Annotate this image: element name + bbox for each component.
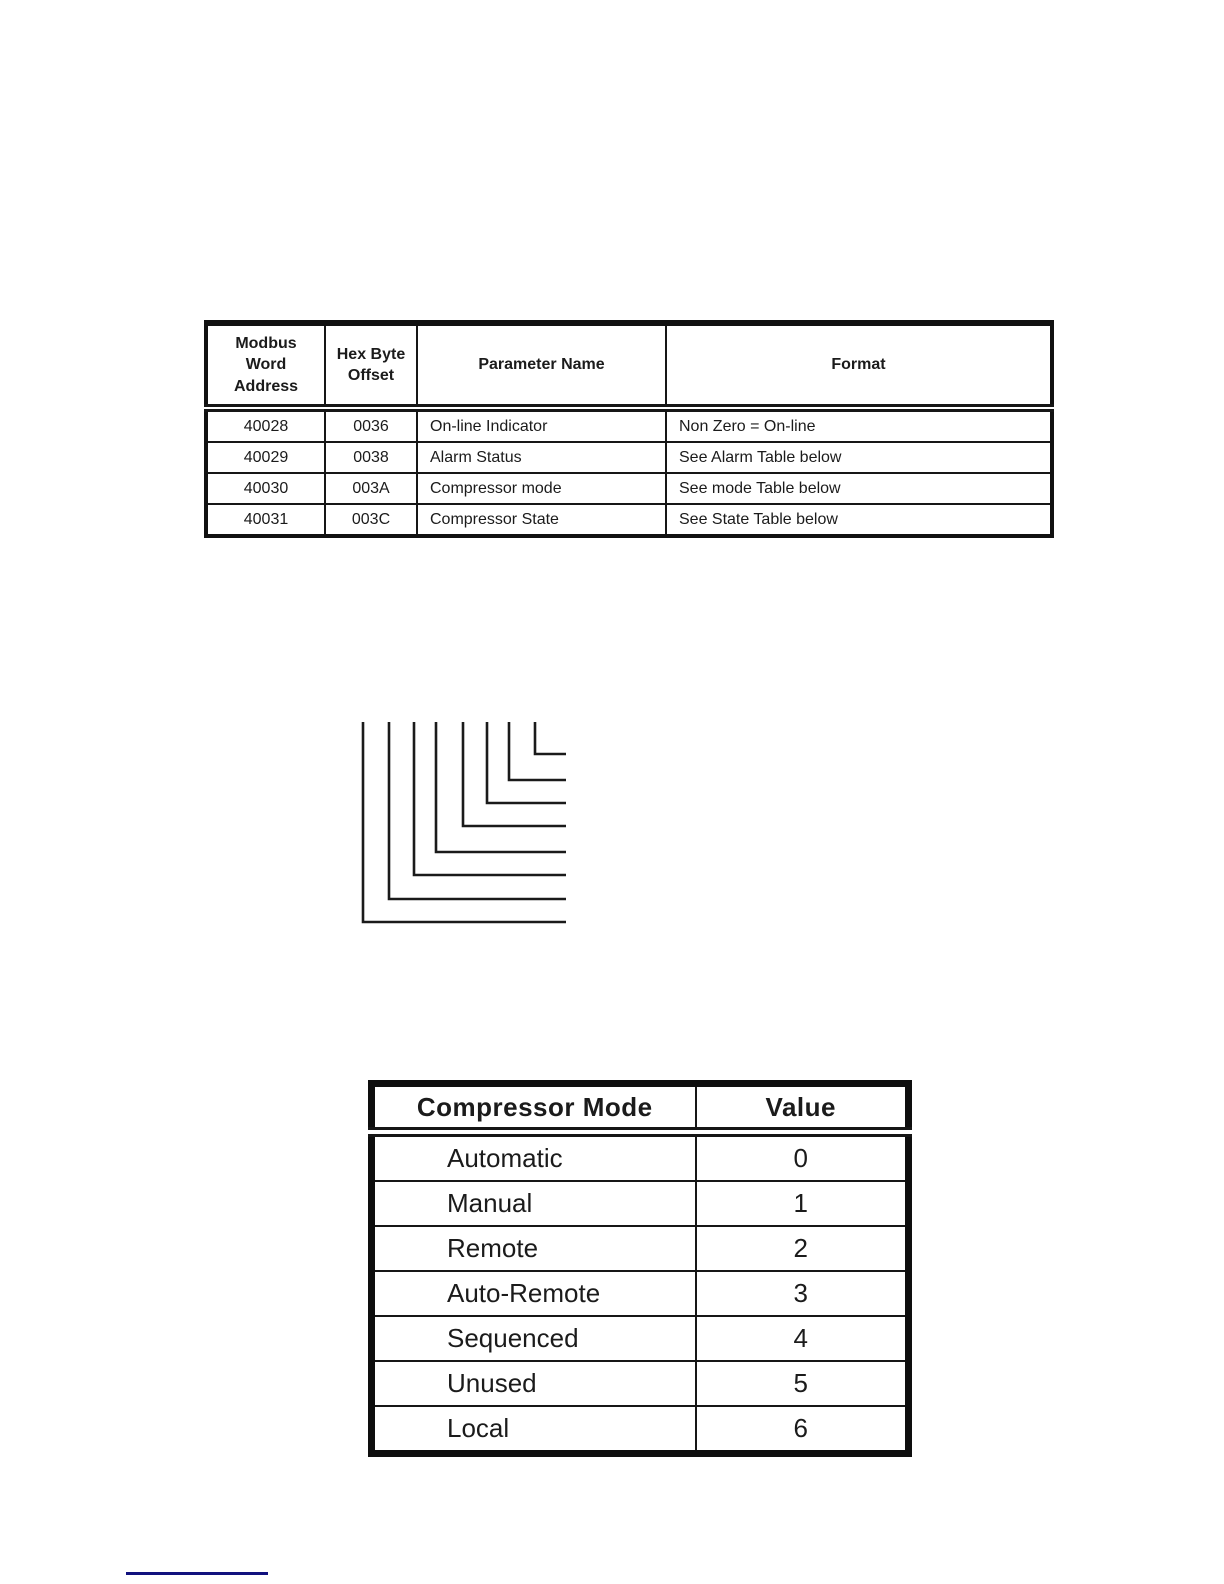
cell-mode-value: 4 xyxy=(696,1316,909,1361)
column-header-value: Value xyxy=(696,1084,909,1133)
table-row xyxy=(372,1406,909,1454)
cell-mode-name: Remote xyxy=(372,1226,696,1271)
cell-mode-name: Sequenced xyxy=(372,1316,696,1361)
cell-parameter-name: Alarm Status xyxy=(417,442,666,473)
cell-parameter-name: Compressor State xyxy=(417,504,666,536)
cell-parameter-name: Compressor mode xyxy=(417,473,666,504)
cell-mode-name: Local xyxy=(372,1406,696,1454)
bit-callout-line xyxy=(463,722,566,826)
table-row xyxy=(372,1271,909,1316)
cell-hex-offset: 0038 xyxy=(325,442,417,473)
table-row xyxy=(372,1181,909,1226)
footer-link-underline[interactable] xyxy=(126,1572,268,1575)
cell-word-address: 40030 xyxy=(206,473,325,504)
compressor-mode-table xyxy=(368,1080,912,1457)
bit-callout-line xyxy=(389,722,566,899)
table-row xyxy=(206,504,1052,536)
cell-mode-name: Automatic xyxy=(372,1132,696,1181)
bit-callout-line xyxy=(487,722,566,803)
bit-callout-line xyxy=(509,722,566,780)
cell-hex-offset: 003A xyxy=(325,473,417,504)
table-row xyxy=(206,473,1052,504)
cell-word-address: 40031 xyxy=(206,504,325,536)
cell-mode-name: Manual xyxy=(372,1181,696,1226)
cell-format: See Alarm Table below xyxy=(666,442,1052,473)
table-row xyxy=(372,1316,909,1361)
bit-callout-line xyxy=(436,722,566,852)
cell-format: See mode Table below xyxy=(666,473,1052,504)
bit-field-callout-diagram xyxy=(350,710,580,935)
column-header-parameter-name: Parameter Name xyxy=(417,323,666,408)
modbus-header-row xyxy=(206,323,1052,408)
modbus-register-table xyxy=(204,320,1054,538)
cell-mode-name: Auto-Remote xyxy=(372,1271,696,1316)
cell-mode-value: 0 xyxy=(696,1132,909,1181)
cell-mode-value: 6 xyxy=(696,1406,909,1454)
column-header-format: Format xyxy=(666,323,1052,408)
cell-mode-value: 2 xyxy=(696,1226,909,1271)
column-header-hex-byte-offset: Hex Byte Offset xyxy=(325,323,417,408)
mode-table-header-row xyxy=(372,1084,909,1133)
cell-word-address: 40029 xyxy=(206,442,325,473)
cell-parameter-name: On-line Indicator xyxy=(417,408,666,442)
table-row xyxy=(206,408,1052,442)
cell-format: Non Zero = On-line xyxy=(666,408,1052,442)
cell-mode-value: 3 xyxy=(696,1271,909,1316)
cell-mode-value: 1 xyxy=(696,1181,909,1226)
column-header-compressor-mode: Compressor Mode xyxy=(372,1084,696,1133)
cell-word-address: 40028 xyxy=(206,408,325,442)
table-row xyxy=(372,1226,909,1271)
table-row xyxy=(372,1132,909,1181)
cell-mode-value: 5 xyxy=(696,1361,909,1406)
column-header-modbus-word-address: Modbus Word Address xyxy=(206,323,325,408)
cell-format: See State Table below xyxy=(666,504,1052,536)
table-row xyxy=(206,442,1052,473)
cell-mode-name: Unused xyxy=(372,1361,696,1406)
table-row xyxy=(372,1361,909,1406)
cell-hex-offset: 0036 xyxy=(325,408,417,442)
bit-callout-line xyxy=(535,722,566,754)
cell-hex-offset: 003C xyxy=(325,504,417,536)
